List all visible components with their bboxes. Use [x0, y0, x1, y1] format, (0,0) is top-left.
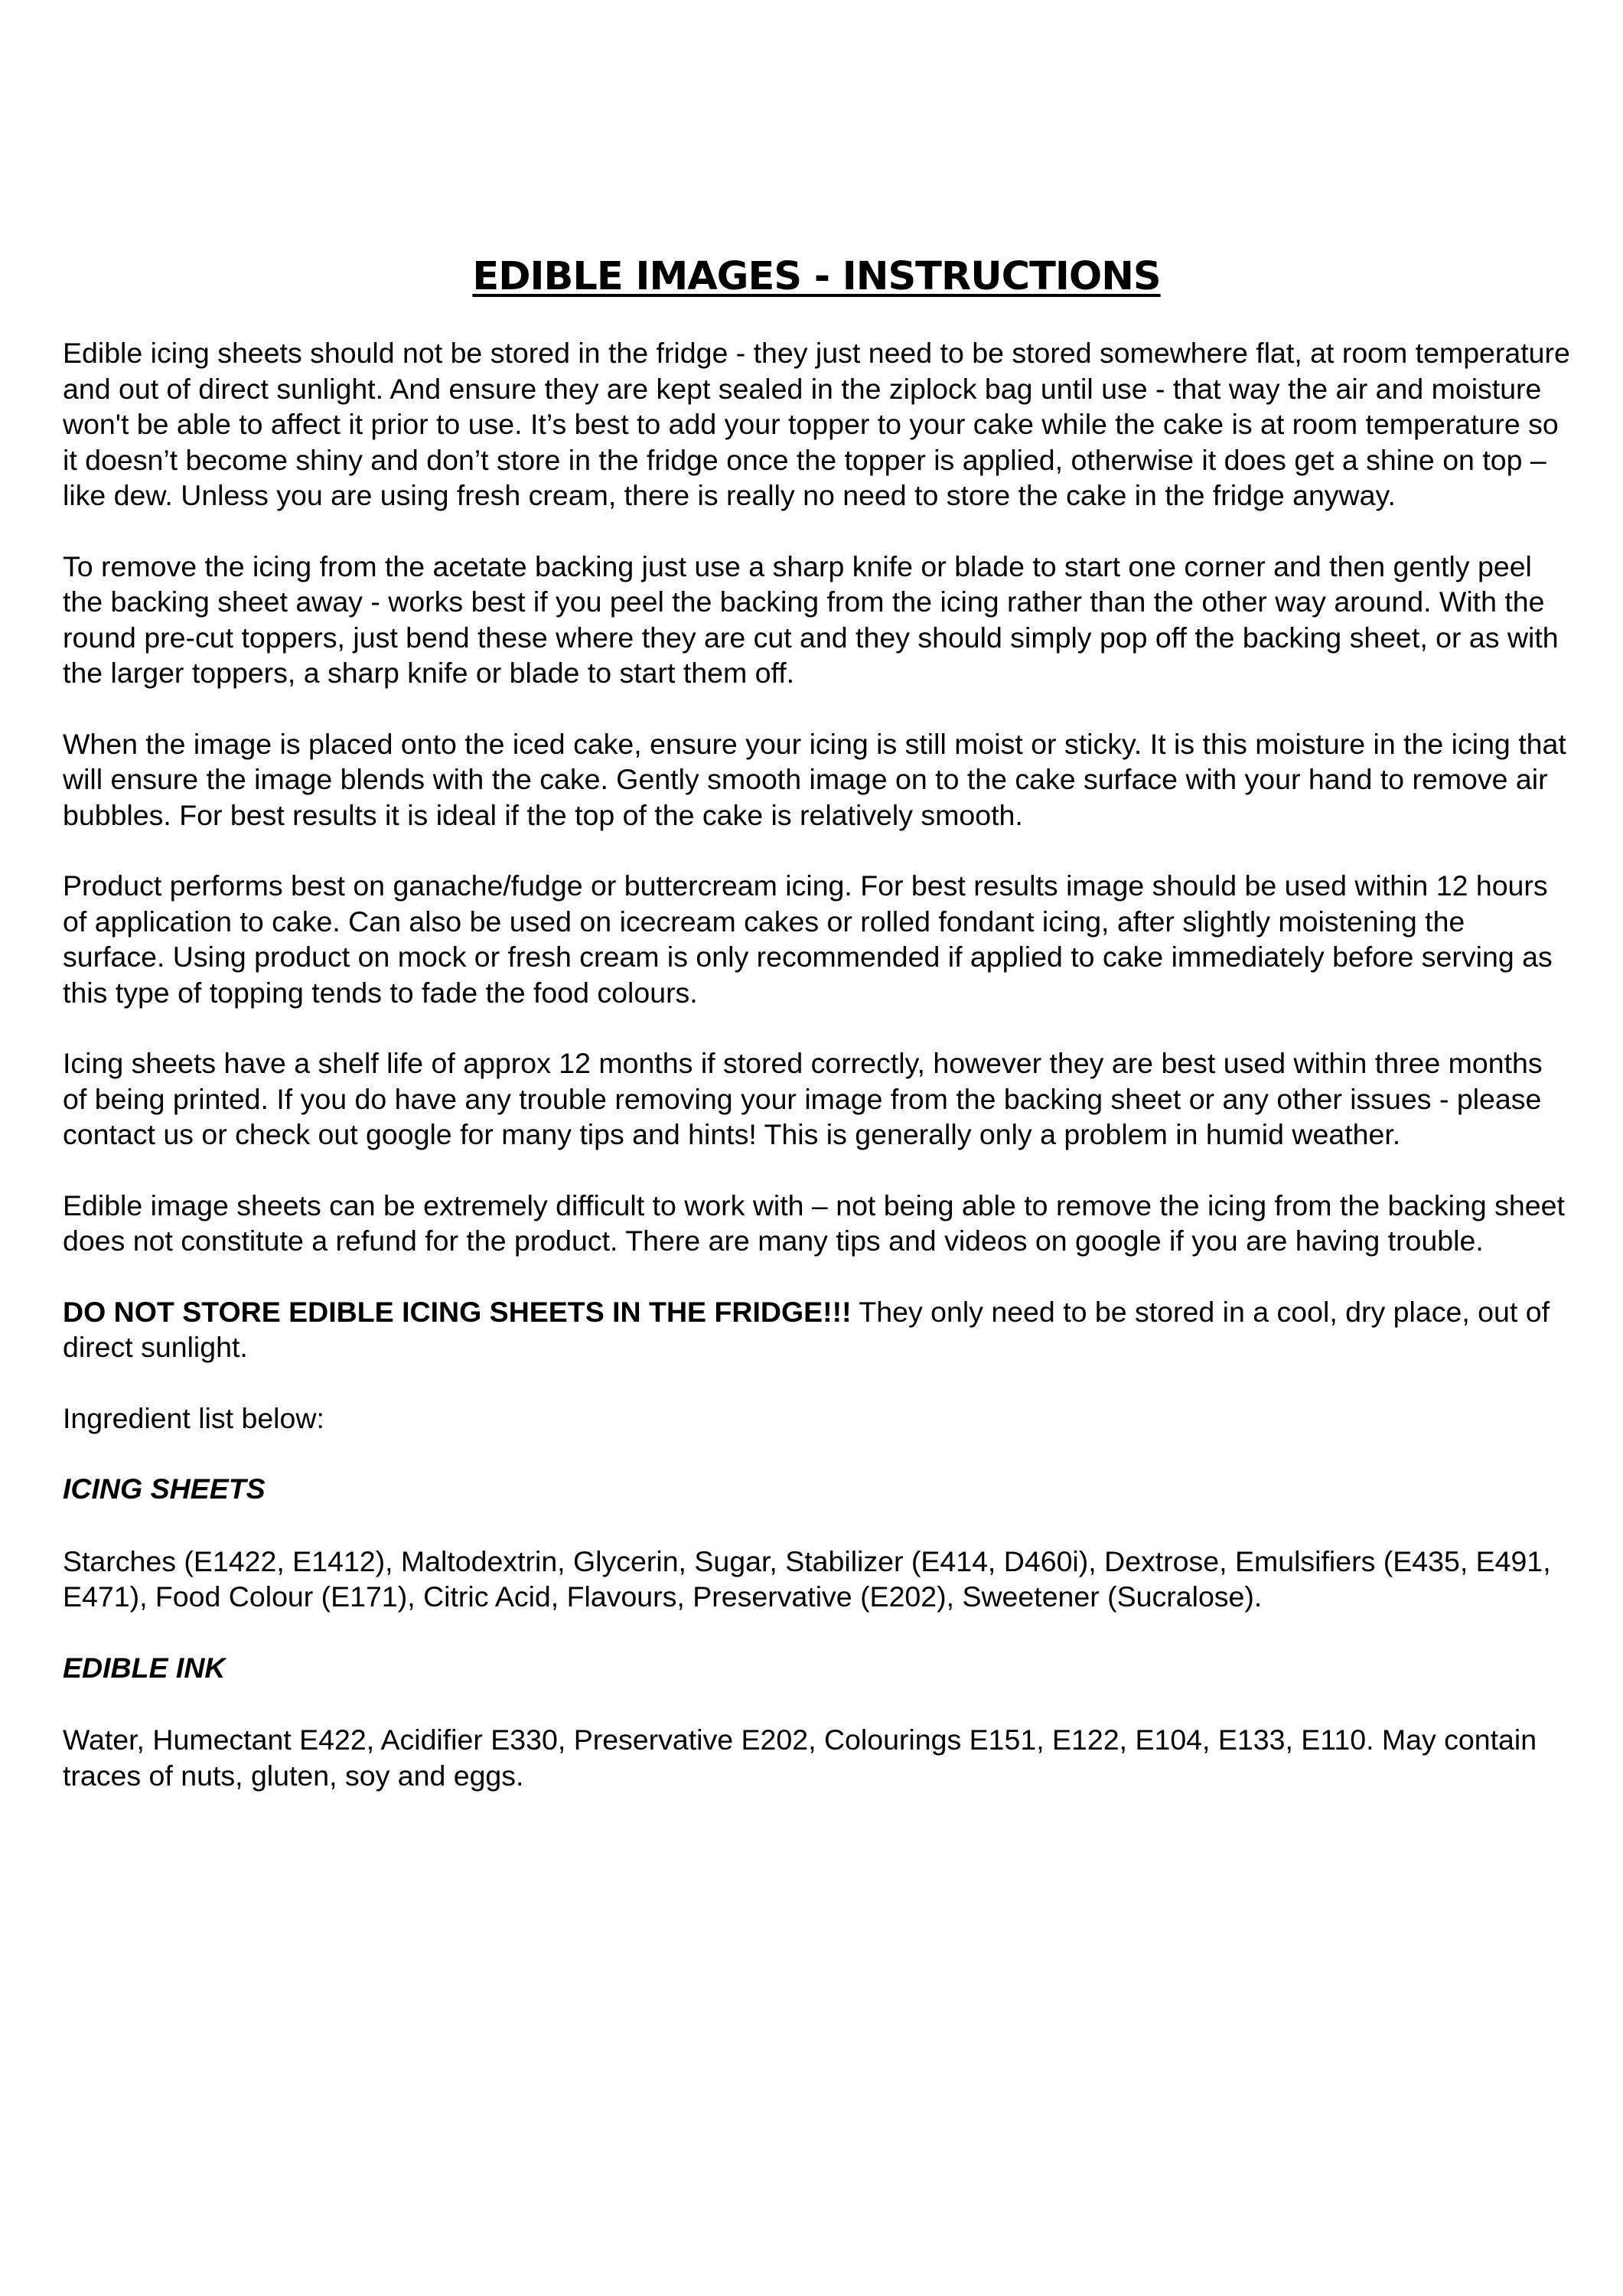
- removal-paragraph: To remove the icing from the acetate backing just use a sharp knife or blade to start one corner and then gently peel the backing sheet away - works best if you peel the backing from the icing rather than the other way around. With the round pre-cut toppers, just bend these where they are cut and they should simply pop off the backing sheet, or as with the larger toppers, a sharp knife or blade to start them off.: [63, 550, 1559, 689]
- icing-sheets-heading: ICING SHEETS: [63, 1473, 266, 1505]
- placement-paragraph: When the image is placed onto the iced cake, ensure your icing is still moist or sticky. It is this moisture in the icing that will ensure the image blends with the cake. Gently smooth image on to the cake surface with your hand to remove air bubbles. For best results it is ideal if the top of the cake is relatively smooth.: [63, 727, 1566, 831]
- difficulty-paragraph: Edible image sheets can be extremely difficult to work with – not being able to remove the icing from the backing sheet does not constitute a refund for the product. There are many tips and videos on google if you are having trouble.: [63, 1189, 1565, 1257]
- shelf-life-paragraph: Icing sheets have a shelf life of approx 12 months if stored correctly, however they are best used within three months of being printed. If you do have any trouble removing your image from the backing sheet or any other issues - please contact us or check out google for many tips and hints! This is generally only a problem in humid weather.: [63, 1047, 1543, 1150]
- performance-paragraph: Product performs best on ganache/fudge or buttercream icing. For best results image should be used within 12 hours of application to cake. Can also be used on icecream cakes or rolled fondant icing, after slightly moistening the surface. Using product on mock or fresh cream is only recommended if applied to cake immediately before serving as this type of topping tends to fade the food colours.: [63, 869, 1553, 1009]
- storage-paragraph: Edible icing sheets should not be stored in the fridge - they just need to be stored somewhere flat, at room temperature and out of direct sunlight. And ensure they are kept sealed in the ziplock bag until use - that way the air and moisture won't be able to affect it prior to use. It’s best to add your topper to your cake while the cake is at room temperature so it doesn’t become shiny and don’t store in the fridge once the topper is applied, otherwise it does get a shine on top – like dew. Unless you are using fresh cream, there is really no need to store the cake in the fridge anyway.: [63, 337, 1570, 511]
- document-page: [63, 253, 1570, 1828]
- ingredient-intro: Ingredient list below:: [63, 1401, 324, 1434]
- document-title: EDIBLE IMAGES - INSTRUCTIONS: [472, 254, 1161, 299]
- warning-text: They only need to be stored in a cool, dry place, out of direct sunlight.: [63, 1295, 1550, 1363]
- edible-ink-heading: EDIBLE INK: [63, 1651, 226, 1684]
- warning-paragraph: [63, 1294, 1570, 1365]
- edible-ink-ingredients: Water, Humectant E422, Acidifier E330, Preservative E202, Colourings E151, E122, E104, E133, E110. May contain traces of nuts, gluten, soy and eggs.: [63, 1724, 1537, 1792]
- icing-sheets-ingredients: Starches (E1422, E1412), Maltodextrin, Glycerin, Sugar, Stabilizer (E414, D460i), Dextrose, Emulsifiers (E435, E491, E471), Food Colour (E171), Citric Acid, Flavours, Preservative (E202), Sweetener (Sucralose).: [63, 1544, 1551, 1613]
- warning-bold-text: DO NOT STORE EDIBLE ICING SHEETS IN THE FRIDGE!!!: [63, 1295, 852, 1328]
